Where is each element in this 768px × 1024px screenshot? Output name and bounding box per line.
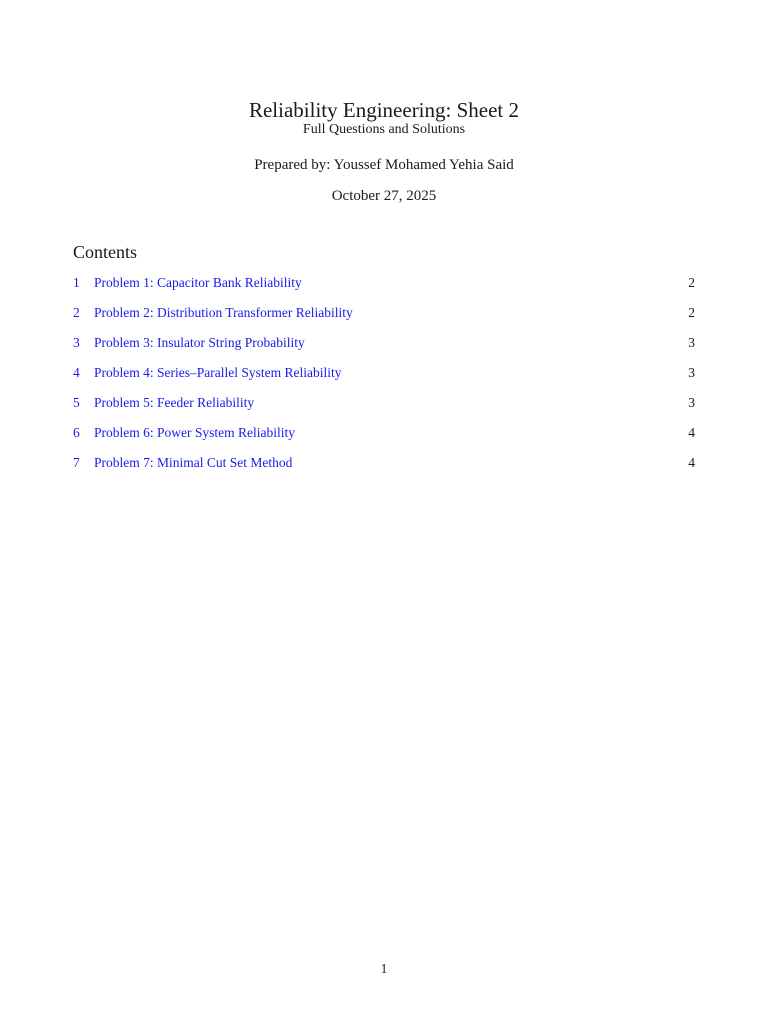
toc-entry-problem-1[interactable] (73, 274, 695, 304)
toc-entry-page: 2 (688, 275, 695, 290)
toc-entry-link[interactable]: Problem 2: Distribution Transformer Reliability (94, 305, 353, 320)
toc-entry-link[interactable]: Problem 1: Capacitor Bank Reliability (94, 275, 302, 290)
toc-entry-problem-3[interactable] (73, 334, 695, 364)
toc-entry-number[interactable]: 1 (73, 275, 80, 290)
toc-entry-problem-2[interactable] (73, 304, 695, 334)
toc-entry-page: 3 (688, 365, 695, 380)
toc-entry-number[interactable]: 4 (73, 365, 80, 380)
page-number: 1 (380, 961, 388, 976)
toc-entry-number[interactable]: 6 (73, 425, 80, 440)
toc-entry-page: 4 (688, 425, 695, 440)
toc-entry-page: 2 (688, 305, 695, 320)
toc-entry-number[interactable]: 2 (73, 305, 80, 320)
toc-entry-link[interactable]: Problem 7: Minimal Cut Set Method (94, 455, 293, 470)
toc-entry-number[interactable]: 5 (73, 395, 80, 410)
document-subtitle: Full Questions and Solutions (302, 122, 466, 137)
toc-entry-number[interactable]: 7 (73, 455, 80, 470)
document-date: October 27, 2025 (331, 188, 437, 204)
toc-entry-problem-7[interactable] (73, 454, 695, 484)
author-line: Prepared by: Youssef Mohamed Yehia Said (254, 157, 514, 173)
toc-entry-problem-6[interactable] (73, 424, 695, 454)
toc-entry-problem-5[interactable] (73, 394, 695, 424)
toc-entry-link[interactable]: Problem 6: Power System Reliability (94, 425, 295, 440)
toc-entry-problem-4[interactable] (73, 364, 695, 394)
document-title: Reliability Engineering: Sheet 2 (248, 98, 520, 122)
toc-entry-page: 4 (688, 455, 695, 470)
toc-entry-link[interactable]: Problem 5: Feeder Reliability (94, 395, 255, 410)
toc-entry-page: 3 (688, 395, 695, 410)
table-of-contents (73, 274, 695, 484)
contents-heading: Contents (73, 242, 138, 262)
toc-entry-page: 3 (688, 335, 695, 350)
toc-entry-link[interactable]: Problem 4: Series–Parallel System Reliability (94, 365, 342, 380)
toc-entry-number[interactable]: 3 (73, 335, 80, 350)
toc-entry-link[interactable]: Problem 3: Insulator String Probability (94, 335, 305, 350)
